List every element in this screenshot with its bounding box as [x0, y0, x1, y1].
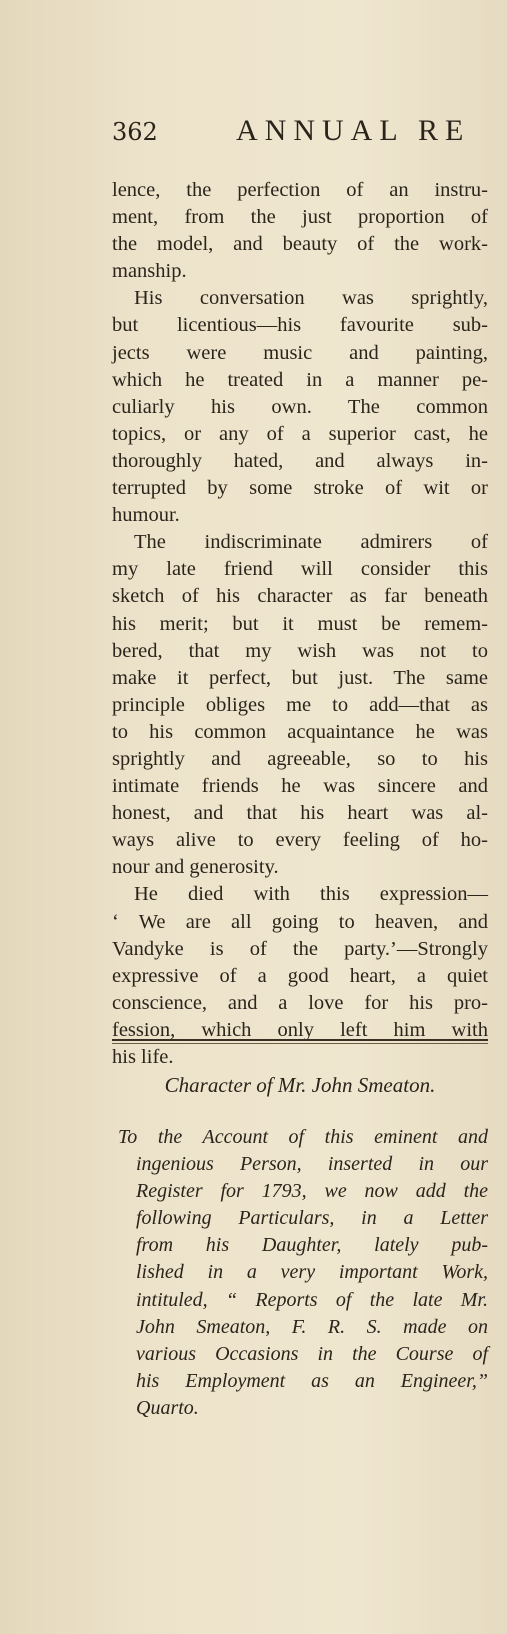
intro-line: Register for 1793, we now add the — [136, 1180, 488, 1203]
text-line: to his common acquaintance he was — [112, 720, 488, 743]
text-line: Vandyke is of the party.’—Strongly — [112, 937, 488, 960]
text-line: lence, the perfection of an instru- — [112, 179, 488, 201]
text-line: His conversation was sprightly, — [134, 287, 488, 310]
intro-line: various Occasions in the Course of — [136, 1342, 488, 1365]
text-line: fession, which only left him with — [112, 1018, 488, 1041]
text-line: honest, and that his heart was al- — [112, 802, 488, 825]
text-line: which he treated in a manner pe- — [112, 368, 488, 391]
section-intro — [118, 1124, 488, 1422]
running-title: ANNUAL RE — [236, 114, 471, 147]
section-divider — [112, 1039, 488, 1041]
text-line: the model, and beauty of the work- — [112, 233, 488, 256]
text-line: his merit; but it must be remem- — [112, 612, 488, 635]
text-line: bered, that my wish was not to — [112, 639, 488, 662]
text-line: culiarly his own. The common — [112, 395, 488, 418]
text-line: nour and generosity. — [112, 856, 279, 879]
running-head — [112, 114, 507, 154]
intro-line: intituled, “ Reports of the late Mr. — [136, 1288, 488, 1311]
intro-line: following Particulars, in a Letter — [136, 1207, 488, 1230]
intro-line: John Smeaton, F. R. S. made on — [136, 1315, 488, 1338]
text-line: manship. — [112, 260, 187, 283]
text-line: The indiscriminate admirers of — [134, 531, 488, 554]
text-line: but licentious—his favourite sub- — [112, 314, 488, 337]
text-line: ment, from the just proportion of — [112, 206, 488, 229]
section-divider-thin — [112, 1043, 488, 1044]
text-line: make it perfect, but just. The same — [112, 666, 488, 689]
text-line: sprightly and agreeable, so to his — [112, 747, 488, 770]
text-line: topics, or any of a superior cast, he — [112, 422, 488, 445]
section-title: Character of Mr. John Smeaton. — [164, 1073, 436, 1097]
text-line: ways alive to every feeling of ho- — [112, 829, 488, 852]
intro-line: ingenious Person, inserted in our — [136, 1153, 488, 1176]
text-line: He died with this expression— — [134, 883, 488, 906]
intro-line: lished in a very important Work, — [136, 1261, 488, 1284]
intro-line: Quarto. — [136, 1396, 199, 1419]
text-line: principle obliges me to add—that as — [112, 693, 488, 716]
text-line: his life. — [112, 1046, 174, 1068]
text-line: my late friend will consider this — [112, 558, 488, 581]
intro-line: his Employment as an Engineer,” — [136, 1369, 488, 1392]
text-line: terrupted by some stroke of wit or — [112, 477, 488, 500]
intro-line: from his Daughter, lately pub- — [136, 1234, 488, 1257]
text-line: ‘ We are all going to heaven, and — [112, 910, 488, 933]
text-line: sketch of his character as far beneath — [112, 585, 488, 608]
text-line: conscience, and a love for his pro- — [112, 991, 488, 1014]
text-line: intimate friends he was sincere and — [112, 775, 488, 798]
text-line: thoroughly hated, and always in- — [112, 449, 488, 472]
text-line: jects were music and painting, — [112, 341, 488, 364]
page-number: 362 — [112, 118, 158, 146]
text-line: expressive of a good heart, a quiet — [112, 964, 488, 987]
text-line: humour. — [112, 504, 180, 527]
intro-line: To the Account of this eminent and — [118, 1126, 488, 1148]
body-text — [112, 177, 488, 1071]
